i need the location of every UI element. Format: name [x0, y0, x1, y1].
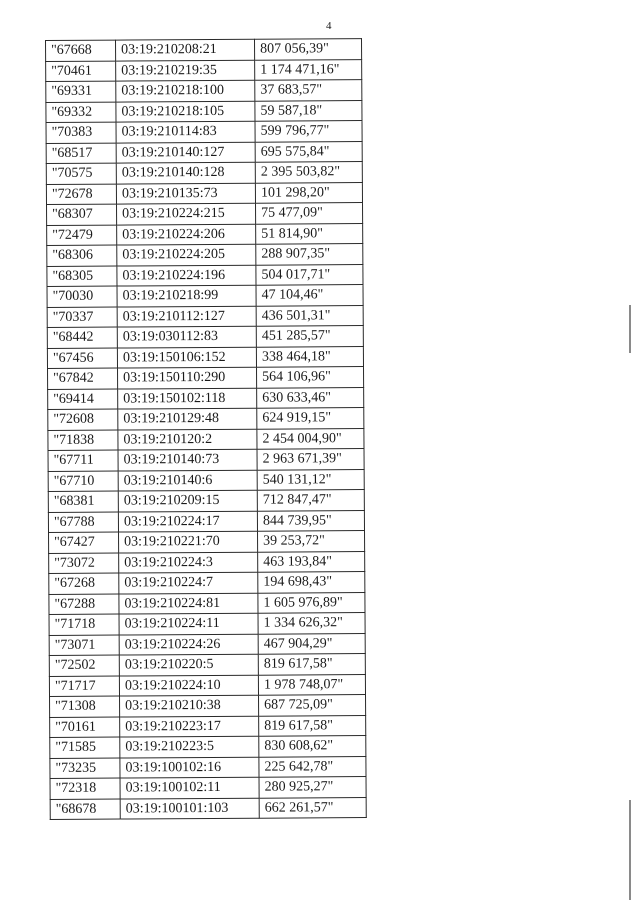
amount-cell: 564 106,96": [257, 367, 364, 388]
amount-cell: 540 131,12": [257, 469, 364, 490]
record-number-cell: "71585: [50, 737, 120, 758]
record-number-cell: "67710: [48, 471, 118, 492]
amount-cell: 687 725,09": [259, 695, 366, 716]
record-number-cell: "68381: [48, 491, 118, 512]
record-number-cell: "68307: [47, 204, 117, 225]
table-row: [47, 285, 363, 307]
table-row: [48, 490, 364, 512]
amount-cell: 830 608,62": [259, 736, 366, 757]
table-row: [49, 613, 365, 635]
table-row: [46, 80, 362, 102]
record-number-cell: "70575: [46, 163, 116, 184]
cadastral-number-cell: 03:19:210224:205: [117, 244, 256, 265]
amount-cell: 2 454 004,90": [257, 428, 364, 449]
table-row: [49, 633, 365, 655]
cadastral-number-cell: 03:19:100102:11: [120, 777, 259, 798]
record-number-cell: "68305: [47, 266, 117, 287]
table-row: [49, 592, 365, 614]
table-row: [49, 674, 365, 696]
cadastral-number-cell: 03:19:210140:73: [118, 449, 257, 470]
table-row: [50, 797, 366, 819]
record-number-cell: "67456: [47, 348, 117, 369]
table-row: [50, 756, 366, 778]
table-row: [46, 162, 362, 184]
cadastral-number-cell: 03:19:030112:83: [117, 326, 256, 347]
amount-cell: 37 683,57": [255, 80, 362, 101]
cadastral-number-cell: 03:19:210120:2: [118, 429, 257, 450]
record-number-cell: "67668: [46, 40, 116, 61]
record-number-cell: "69414: [48, 389, 118, 410]
amount-cell: 807 056,39": [254, 39, 361, 60]
amount-cell: 51 814,90": [256, 223, 363, 244]
cadastral-number-cell: 03:19:210221:70: [119, 531, 258, 552]
cadastral-number-cell: 03:19:150106:152: [117, 347, 256, 368]
scan-edge-mark-top: [629, 305, 631, 353]
record-number-cell: "70161: [50, 717, 120, 738]
amount-cell: 1 605 976,89": [258, 592, 365, 613]
table-row: [49, 654, 365, 676]
record-number-cell: "68517: [46, 143, 116, 164]
table-row: [46, 100, 362, 122]
amount-cell: 844 739,95": [257, 510, 364, 531]
record-number-cell: "70383: [46, 122, 116, 143]
amount-cell: 280 925,27": [259, 777, 366, 798]
amount-cell: 819 617,58": [258, 654, 365, 675]
table-row: [50, 736, 366, 758]
record-number-cell: "73071: [49, 635, 119, 656]
amount-cell: 2 963 671,39": [257, 449, 364, 470]
cadastral-number-cell: 03:19:210135:73: [116, 183, 255, 204]
cadastral-number-cell: 03:19:210224:26: [119, 634, 258, 655]
amount-cell: 39 253,72": [258, 531, 365, 552]
record-number-cell: "69331: [46, 81, 116, 102]
amount-cell: 288 907,35": [256, 244, 363, 265]
table-row: [49, 572, 365, 594]
record-number-cell: "72608: [48, 409, 118, 430]
amount-cell: 1 978 748,07": [258, 674, 365, 695]
record-number-cell: "67427: [49, 532, 119, 553]
records-table-container: [45, 38, 366, 820]
record-number-cell: "70461: [46, 61, 116, 82]
amount-cell: 436 501,31": [256, 305, 363, 326]
record-number-cell: "71718: [49, 614, 119, 635]
record-number-cell: "69332: [46, 102, 116, 123]
cadastral-number-cell: 03:19:210114:83: [116, 121, 255, 142]
scan-edge-mark-bottom: [629, 800, 631, 900]
table-row: [48, 387, 364, 409]
amount-cell: 819 617,58": [259, 715, 366, 736]
record-number-cell: "73235: [50, 758, 120, 779]
cadastral-number-cell: 03:19:210224:215: [117, 203, 256, 224]
table-row: [50, 715, 366, 737]
table-row: [47, 244, 363, 266]
records-table-body: [46, 39, 367, 820]
record-number-cell: "70337: [47, 307, 117, 328]
cadastral-number-cell: 03:19:210140:6: [118, 470, 257, 491]
table-row: [46, 182, 362, 204]
record-number-cell: "72479: [47, 225, 117, 246]
cadastral-number-cell: 03:19:210140:128: [116, 162, 255, 183]
amount-cell: 75 477,09": [256, 203, 363, 224]
cadastral-number-cell: 03:19:150110:290: [118, 367, 257, 388]
table-row: [48, 428, 364, 450]
table-row: [48, 367, 364, 389]
record-number-cell: "72318: [50, 778, 120, 799]
amount-cell: 712 847,47": [257, 490, 364, 511]
amount-cell: 1 174 471,16": [255, 59, 362, 80]
record-number-cell: "72502: [49, 655, 119, 676]
cadastral-number-cell: 03:19:210219:35: [116, 60, 255, 81]
amount-cell: 101 298,20": [255, 182, 362, 203]
amount-cell: 695 575,84": [255, 141, 362, 162]
cadastral-number-cell: 03:19:210218:100: [116, 80, 255, 101]
cadastral-number-cell: 03:19:210224:10: [119, 675, 258, 696]
cadastral-number-cell: 03:19:210223:5: [120, 736, 259, 757]
table-row: [50, 695, 366, 717]
table-row: [50, 777, 366, 799]
amount-cell: 338 464,18": [256, 346, 363, 367]
table-row: [49, 551, 365, 573]
amount-cell: 662 261,57": [259, 797, 366, 818]
record-number-cell: "67268: [49, 573, 119, 594]
cadastral-number-cell: 03:19:150102:118: [118, 388, 257, 409]
cadastral-number-cell: 03:19:210224:3: [119, 552, 258, 573]
table-row: [47, 326, 363, 348]
cadastral-number-cell: 03:19:100102:16: [120, 757, 259, 778]
record-number-cell: "73072: [49, 553, 119, 574]
cadastral-number-cell: 03:19:210140:127: [116, 142, 255, 163]
cadastral-number-cell: 03:19:210218:99: [117, 285, 256, 306]
cadastral-number-cell: 03:19:210112:127: [117, 306, 256, 327]
cadastral-number-cell: 03:19:210220:5: [119, 654, 258, 675]
record-number-cell: "68306: [47, 245, 117, 266]
table-row: [47, 305, 363, 327]
amount-cell: 463 193,84": [258, 551, 365, 572]
cadastral-number-cell: 03:19:210223:17: [120, 716, 259, 737]
record-number-cell: "68442: [47, 327, 117, 348]
cadastral-number-cell: 03:19:210224:196: [117, 265, 256, 286]
amount-cell: 599 796,77": [255, 121, 362, 142]
record-number-cell: "67842: [48, 368, 118, 389]
cadastral-number-cell: 03:19:210224:206: [117, 224, 256, 245]
table-row: [46, 39, 362, 61]
record-number-cell: "67288: [49, 594, 119, 615]
cadastral-number-cell: 03:19:210224:81: [119, 593, 258, 614]
cadastral-number-cell: 03:19:210224:11: [119, 613, 258, 634]
cadastral-number-cell: 03:19:210209:15: [118, 490, 257, 511]
record-number-cell: "70030: [47, 286, 117, 307]
amount-cell: 194 698,43": [258, 572, 365, 593]
page-number: 4: [326, 20, 332, 32]
table-row: [46, 121, 362, 143]
amount-cell: 2 395 503,82": [255, 162, 362, 183]
amount-cell: 225 642,78": [259, 756, 366, 777]
cadastral-number-cell: 03:19:210224:17: [118, 511, 257, 532]
record-number-cell: "67711: [48, 450, 118, 471]
table-row: [48, 469, 364, 491]
table-row: [47, 223, 363, 245]
record-number-cell: "67788: [48, 512, 118, 533]
record-number-cell: "68678: [50, 799, 120, 820]
cadastral-number-cell: 03:19:210224:7: [119, 572, 258, 593]
table-row: [49, 531, 365, 553]
record-number-cell: "71838: [48, 430, 118, 451]
amount-cell: 624 919,15": [257, 408, 364, 429]
table-row: [48, 408, 364, 430]
cadastral-number-cell: 03:19:210129:48: [118, 408, 257, 429]
amount-cell: 451 285,57": [256, 326, 363, 347]
amount-cell: 504 017,71": [256, 264, 363, 285]
cadastral-number-cell: 03:19:210210:38: [120, 695, 259, 716]
table-row: [47, 264, 363, 286]
table-row: [47, 203, 363, 225]
record-number-cell: "71308: [50, 696, 120, 717]
cadastral-number-cell: 03:19:100101:103: [120, 798, 259, 819]
amount-cell: 47 104,46": [256, 285, 363, 306]
amount-cell: 467 904,29": [258, 633, 365, 654]
amount-cell: 630 633,46": [257, 387, 364, 408]
record-number-cell: "71717: [49, 676, 119, 697]
amount-cell: 59 587,18": [255, 100, 362, 121]
table-row: [47, 346, 363, 368]
amount-cell: 1 334 626,32": [258, 613, 365, 634]
table-row: [48, 510, 364, 532]
record-number-cell: "72678: [46, 184, 116, 205]
table-row: [46, 141, 362, 163]
cadastral-number-cell: 03:19:210218:105: [116, 101, 255, 122]
table-row: [46, 59, 362, 81]
table-row: [48, 449, 364, 471]
records-table: [45, 38, 367, 820]
cadastral-number-cell: 03:19:210208:21: [116, 39, 255, 60]
